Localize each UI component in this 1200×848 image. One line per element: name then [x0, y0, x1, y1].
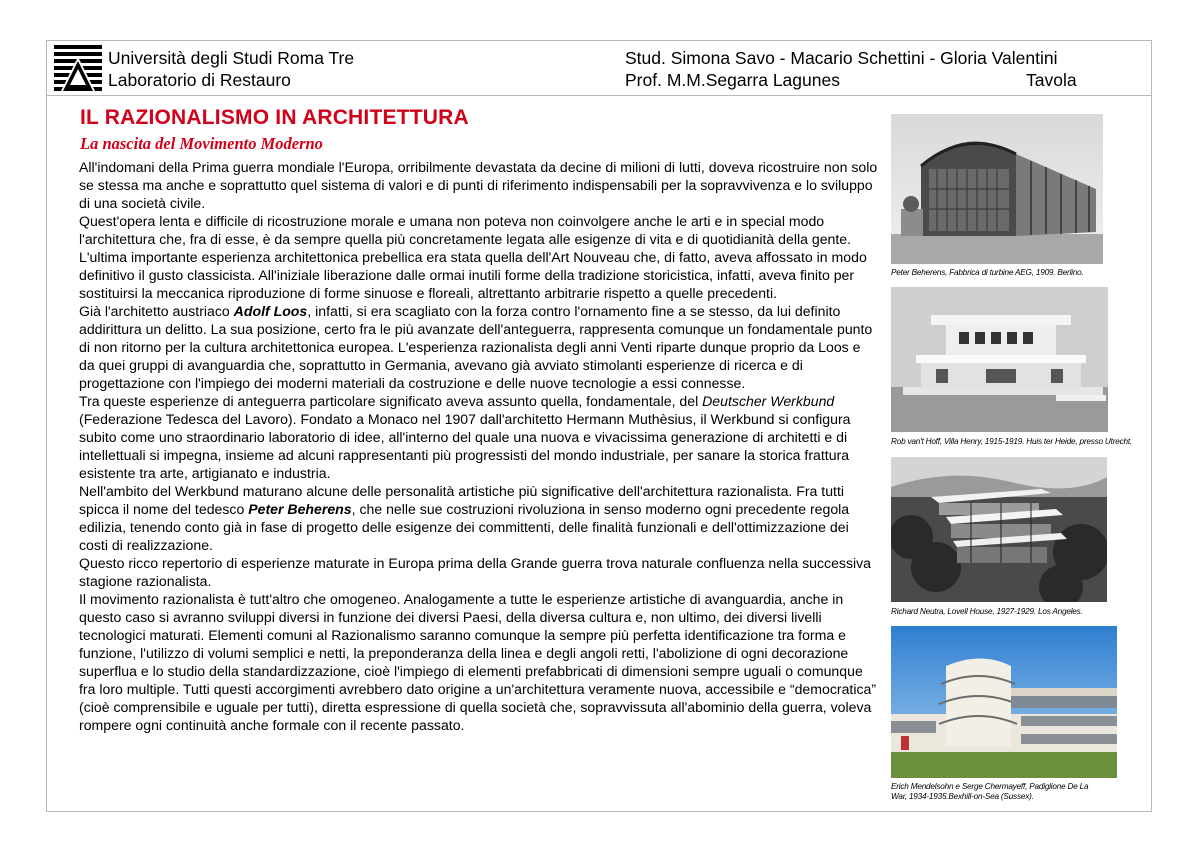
- page-title: IL RAZIONALISMO IN ARCHITETTURA: [80, 106, 469, 129]
- professor-name: Prof. M.M.Segarra Lagunes: [625, 70, 840, 90]
- caption-aeg: Peter Beherens, Fabbrica di turbine AEG, 1909. Berlino.: [891, 268, 1084, 277]
- paragraph: All'indomani della Prima guerra mondiale l'Europa, orribilmente devastata da decine di milioni di lutti, doveva ricostruire non solo se stessa ma anche e soprattutto quel sistema di valori e di punti di riferimento indispensabili per la sopravvivenza e lo sviluppo di una società civile.: [79, 159, 878, 211]
- photo-aeg-turbine-factory: [891, 114, 1103, 264]
- students-names: Stud. Simona Savo - Macario Schettini - Gloria Valentini: [625, 48, 1058, 68]
- paragraph: L'ultima importante esperienza architettonica prebellica era stata quella dell'Art Nouveau che, di fatto, aveva affossato in modo definitivo il gusto classicista. All'iniziale liberazione dalle ormai inutili forme della tradizione storicistica, infatti, aveva finito per sostituirsi la meccanica riproduzione di forme sinuose e floreali, altrettanto arbitrarie rispetto a quelle precedenti.: [79, 249, 867, 301]
- name-adolf-loos: Adolf Loos: [233, 303, 308, 319]
- name-deutscher-werkbund: Deutscher Werkbund: [702, 393, 835, 409]
- photo-lovell-house: [891, 457, 1107, 602]
- paragraph: Quest'opera lenta e difficile di ricostruzione morale e umana non poteva non coinvolgere anche le arti e in special modo l'architettura che, fra di esse, è da sempre quella più concretamente legata alle esigenze di vita e di quotidianità della gente.: [79, 213, 852, 247]
- roma-tre-logo-icon: [54, 45, 102, 93]
- photo-de-la-warr-pavilion: [891, 626, 1117, 778]
- university-name: Università degli Studi Roma Tre: [108, 48, 355, 68]
- page-subtitle: La nascita del Movimento Moderno: [80, 134, 323, 153]
- paragraph: Tra queste esperienze di anteguerra particolare significato aveva assunto quella, fondamentale, del Deutscher Werkbund (Federazione Tedesca del Lavoro). Fondato a Monaco nel 1907 dall'architetto Hermann Muthèsius, il Werkbund si configura subito come uno straordinario laboratorio di idee, all'interno del quale una nuova e vivacissima generazione di architetti e di intellettuali si impegna, insieme ad alcuni rappresentanti più progressisti del mondo industriale, per sanare la storica frattura esistente tra arte, artigianato e industria.: [79, 393, 851, 481]
- lab-name: Laboratorio di Restauro: [108, 70, 291, 90]
- paragraph: Già l'architetto austriaco Adolf Loos, infatti, si era scagliato con la forza contro l'ornamento fine a se stesso, da lui definito addirittura un delitto. La sua posizione, certo fra le più avanzate dell'anteguerra, rappresenta comunque un fondamentale punto di non ritorno per la cultura architettonica europea. L'esperienza razionalista degli anni Venti riparte dunque proprio da Loos e da quei gruppi di avanguardia che, soprattutto in Germania, avevano già avviato stimolanti esperienze di ricerca e di progettazione con l'impiego dei moderni materiali da costruzione e delle nuove tecnologie a essi connesse.: [79, 303, 873, 391]
- paragraph: Questo ricco repertorio di esperienze maturate in Europa prima della Grande guerra trova naturale confluenza nella successiva stagione razionalista.: [79, 555, 872, 589]
- caption-lovell-house: Richard Neutra, Lovell House, 1927-1929. Los Angeles.: [891, 607, 1083, 616]
- article-body: [79, 158, 879, 734]
- photo-villa-henny: [891, 287, 1108, 432]
- caption-de-la-warr-line1: Erich Mendelsohn e Serge Chermayeff, Padiglione De La: [891, 782, 1089, 791]
- paragraph: Nell'ambito del Werkbund maturano alcune delle personalità artistiche più significative dell'architettura razionalista. Fra tutti spicca il nome del tedesco Peter Beherens, che nelle sue costruzioni rivoluziona in senso moderno ogni precedente regola edilizia, tenendo conto già in fase di progetto delle esigenze dei committenti, delle finalità funzionali e dell'ottimizzazione dei costi di realizzazione.: [79, 483, 850, 553]
- tavola-label: Tavola: [1026, 70, 1077, 90]
- caption-villa-henny: Rob van't Hoff, Villa Henry, 1915-1919. Huis ter Heide, presso Utrecht.: [891, 437, 1132, 446]
- paragraph: Il movimento razionalista è tutt'altro che omogeneo. Analogamente a tutte le esperienze artistiche di avanguardia, anche in questo caso si avranno sviluppi diversi in funzione dei diversi Paesi, della diversa cultura e, non ultimo, dei diversi livelli tecnologici maturati. Elementi comuni al Razionalismo saranno comunque la sempre più perfetta identificazione tra forma e funzione, l'utilizzo di volumi semplici e netti, la preponderanza della linea e degli angoli retti, l'abolizione di ogni decorazione superflua e lo studio della standardizzazione, cioè l'impiego di elementi prefabbricati di dimensioni sempre uguali o comunque fra loro multiple. Tutti questi accorgimenti avrebbero dato origine a un'architettura veramente nuova, accessibile e “democratica” (cioè comprensibile e uguale per tutti), diretta espressione di quella società che, sopravvissuta all'abominio della guerra, voleva rompere ogni continuità anche formale con il recente passato.: [79, 591, 877, 733]
- name-peter-beherens: Peter Beherens: [248, 501, 352, 517]
- caption-de-la-warr-line2: War, 1934-1935.Bexhill-on-Sea (Sussex).: [891, 792, 1034, 801]
